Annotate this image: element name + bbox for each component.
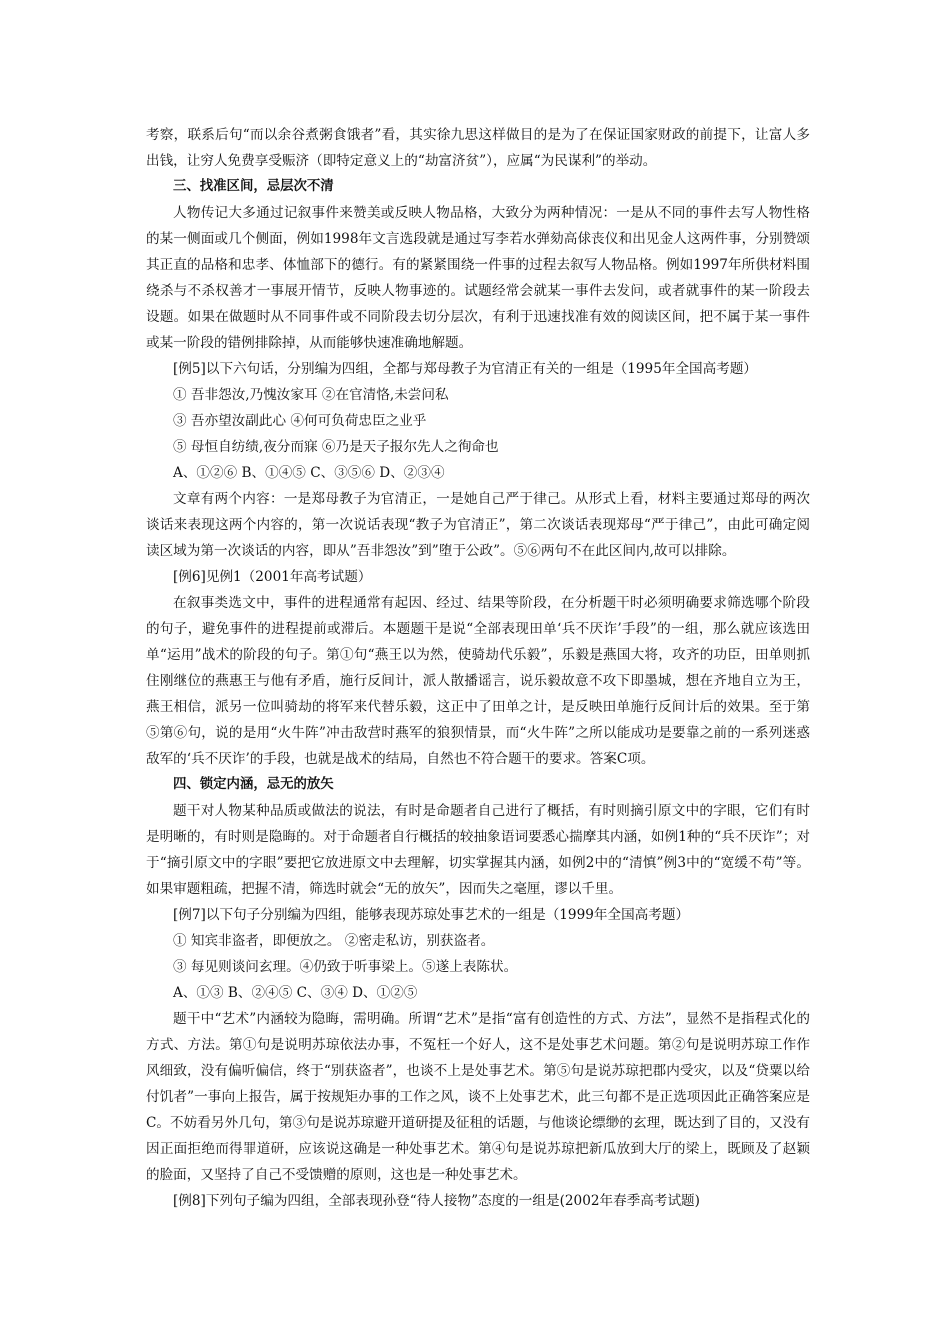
example7-line-2: ③ 每见则谈问玄理。④仍致于听事梁上。⑤遂上表陈状。 bbox=[173, 959, 518, 975]
example8-question: [例8]下列句子编为四组，全部表现孙登“待人接物”态度的一组是(2002年春季高考试题) bbox=[173, 1193, 700, 1209]
example6-question: [例6]见例1（2001年高考试题） bbox=[173, 569, 372, 585]
paragraph-section3: 人物传记大多通过记叙事件来赞美或反映人物品格，大致分为两种情况：一是从不同的事件去写人物性格的某一侧面或几个侧面，例如1998年文言选段就是通过写李若水弹劾高俅丧仪和出见金人这两件事，分别赞颂其正直的品格和忠孝、体恤部下的德行。有的紧紧围绕一件事的过程去叙写人物品格。例如1997年所供材料围绕杀与不杀权善才一事展开情节，反映人物事迹的。试题经常会就某一事件去发问，或者就事件的某一阶段去设题。如果在做题时从不同事件或不同阶段去切分层次，有利于迅速找准有效的阅读区间，把不属于某一事件或某一阶段的错例排除掉，从而能够快速准确地解题。 bbox=[146, 205, 810, 351]
example7-question: [例7]以下句子分别编为四组，能够表现苏琼处事艺术的一组是（1999年全国高考题） bbox=[173, 907, 690, 923]
paragraph-intro: 考察，联系后句“而以余谷煮粥食饿者”看，其实徐九思这样做目的是为了在保证国家财政的前提下，让富人多出钱，让穷人免费享受赈济（即特定意义上的“劫富济贫”），应属“为民谋利”的举动。 bbox=[146, 127, 810, 169]
example7-line-1: ① 知宾非盗者，即便放之。 ②密走私访，别获盗者。 bbox=[173, 933, 495, 949]
example6-analysis: 在叙事类选文中，事件的进程通常有起因、经过、结果等阶段，在分析题干时必须明确要求筛选哪个阶段的句子，避免事件的进程提前或滞后。本题题干是说“全部表现田单‘兵不厌诈’手段”的一组，那么就应该选田单“运用”战术的阶段的句子。第①句“燕王以为然，使骑劫代乐毅”，乐毅是燕国大将，攻齐的功臣，田单则抓住刚继位的燕惠王与他有矛盾，施行反间计，派人散播谣言，说乐毅故意不攻下即墨城，想在齐地自立为王，燕王相信，派另一位叫骑劫的将军来代替乐毅，这正中了田单之计，是反映田单施行反间计后的效果。至于第⑤第⑥句，说的是用“火牛阵”冲击敌营时燕军的狼狈情景，而“火牛阵”之所以能成功是要靠之前的一系列迷惑敌军的‘兵不厌诈’的手段，也就是战术的结局，自然也不符合题干的要求。答案C项。 bbox=[146, 595, 810, 767]
example5-analysis: 文章有两个内容：一是郑母教子为官清正，一是她自己严于律己。从形式上看，材料主要通过郑母的两次谈话来表现这两个内容的，第一次说话表现“教子为官清正”，第二次谈话表现郑母“严于律己”，由此可确定阅读区域为第一次谈话的内容，即从”吾非怨汝”到”堕于公政”。⑤⑥两句不在此区间内,故可以排除。 bbox=[146, 491, 810, 559]
example5-line-1: ① 吾非怨汝,乃愧汝家耳 ②在官清恪,未尝问私 bbox=[173, 387, 449, 403]
example5-question: [例5]以下六句话，分别编为四组，全都与郑母教子为官清正有关的一组是（1995年全国高考题） bbox=[173, 361, 758, 377]
example5-line-2: ③ 吾亦望汝副此心 ④何可负荷忠臣之业乎 bbox=[173, 413, 427, 429]
example7-options: A、①③ B、②④⑤ C、③④ D、①②⑤ bbox=[173, 985, 418, 1001]
example7-analysis: 题干中“艺术”内涵较为隐晦，需明确。所谓“艺术”是指“富有创造性的方式、方法”，显然不是指程式化的方式、方法。第①句是说明苏琼依法办事，不冤枉一个好人，这不是处事艺术问题。第②句是说明苏琼工作作风细致，没有偏听偏信，终于“别获盗者”，也谈不上是处事艺术。第⑤句是说苏琼把郡内受灾，以及“贷粟以给付饥者”一事向上报告，属于按规矩办事的工作之风，谈不上处事艺术，此三句都不是正选项因此正确答案应是C。不妨看另外几句，第③句是说苏琼避开道研提及征租的话题，与他谈论缥缈的玄理，既达到了目的，又没有因正面拒绝而得罪道研，应该说这确是一种处事艺术。第④句是说苏琼把新瓜放到大厅的梁上，既顾及了赵颖的脸面，又坚持了自己不受馈赠的原则，这也是一种处事艺术。 bbox=[146, 1011, 810, 1183]
example5-options: A、①②⑥ B、①④⑤ C、③⑤⑥ D、②③④ bbox=[173, 465, 445, 481]
document-page bbox=[146, 122, 810, 1214]
paragraph-section4: 题干对人物某种品质或做法的说法，有时是命题者自己进行了概括，有时则摘引原文中的字眼，它们有时是明晰的，有时则是隐晦的。对于命题者自行概括的较抽象语词要悉心揣摩其内涵，如例1种的“兵不厌诈”；对于“摘引原文中的字眼”要把它放进原文中去理解，切实掌握其内涵，如例2中的“清慎”例3中的“宽缓不苟”等。如果审题粗疏，把握不清，筛选时就会“无的放矢”，因而失之毫厘，谬以千里。 bbox=[146, 803, 810, 897]
section-heading-4: 四、锁定内涵，忌无的放矢 bbox=[173, 777, 334, 792]
section-heading-3: 三、找准区间，忌层次不清 bbox=[173, 179, 334, 194]
example5-line-3: ⑤ 母恒自纺绩,夜分而寐 ⑥乃是天子报尔先人之徇命也 bbox=[173, 439, 499, 455]
